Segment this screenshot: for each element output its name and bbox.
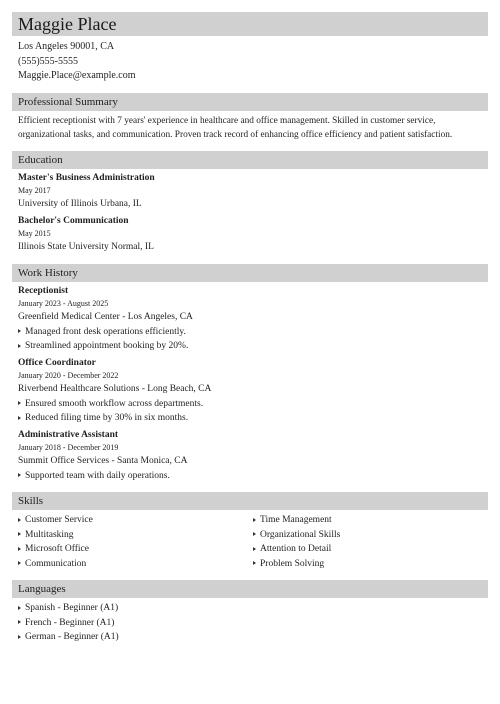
bullet-item: Ensured smooth workflow across departments. xyxy=(18,397,488,412)
section-heading-languages: Languages xyxy=(12,580,488,598)
language-item: French - Beginner (A1) xyxy=(18,616,488,631)
skill-item: Multitasking xyxy=(18,528,253,543)
job-bullets xyxy=(18,469,488,484)
skill-item: Customer Service xyxy=(18,513,253,528)
bullet-icon xyxy=(18,416,21,420)
education-item xyxy=(18,172,488,212)
summary-text: Efficient receptionist with 7 years' experience in healthcare and office management. Skilled in customer service, organizational tasks, and communication. Proven track record of enhancing office efficiency and patient satisfaction. xyxy=(18,115,453,140)
skill-item: Communication xyxy=(18,557,253,572)
bullet-icon xyxy=(253,561,256,565)
bullet-icon xyxy=(18,635,21,639)
candidate-name: Maggie Place xyxy=(12,12,488,36)
job-item xyxy=(18,429,488,484)
degree: Master's Business Administration xyxy=(18,172,155,183)
skill-item: Time Management xyxy=(253,513,488,528)
bullet-item: Managed front desk operations efficiently. xyxy=(18,325,488,340)
bullet-item: Streamlined appointment booking by 20%. xyxy=(18,339,488,354)
job-title: Administrative Assistant xyxy=(18,429,119,440)
job-dates: January 2020 - December 2022 xyxy=(18,370,119,380)
section-heading-skills: Skills xyxy=(12,492,488,510)
job-bullets xyxy=(18,397,488,426)
bullet-item: Reduced filing time by 30% in six months. xyxy=(18,411,488,426)
skill-item: Problem Solving xyxy=(253,557,488,572)
school: Illinois State University Normal, IL xyxy=(18,241,154,252)
education-section xyxy=(12,151,488,255)
skills-right-column xyxy=(253,513,488,571)
graduation-date: May 2017 xyxy=(18,185,51,195)
job-bullets xyxy=(18,325,488,354)
section-heading-summary: Professional Summary xyxy=(12,93,488,111)
bullet-icon xyxy=(18,547,21,551)
bullet-icon xyxy=(18,620,21,624)
company: Summit Office Services - Santa Monica, CA xyxy=(18,455,188,466)
skill-item: Microsoft Office xyxy=(18,542,253,557)
bullet-icon xyxy=(253,547,256,551)
bullet-icon xyxy=(253,532,256,536)
degree: Bachelor's Communication xyxy=(18,215,129,226)
bullet-icon xyxy=(18,561,21,565)
language-item: Spanish - Beginner (A1) xyxy=(18,601,488,616)
bullet-icon xyxy=(18,532,21,536)
phone: (555)555-5555 xyxy=(18,55,78,67)
job-item xyxy=(18,357,488,426)
address: Los Angeles 90001, CA xyxy=(18,41,115,52)
bullet-icon xyxy=(18,473,21,477)
section-heading-education: Education xyxy=(12,151,488,169)
bullet-item: Supported team with daily operations. xyxy=(18,469,488,484)
skill-item: Attention to Detail xyxy=(253,542,488,557)
graduation-date: May 2015 xyxy=(18,228,51,238)
contact-info xyxy=(12,40,488,84)
skill-item: Organizational Skills xyxy=(253,528,488,543)
education-item xyxy=(18,215,488,255)
job-dates: January 2018 - December 2019 xyxy=(18,442,119,452)
job-dates: January 2023 - August 2025 xyxy=(18,298,109,308)
section-heading-work: Work History xyxy=(12,264,488,282)
languages-section xyxy=(12,580,488,645)
company: Greenfield Medical Center - Los Angeles, CA xyxy=(18,311,193,322)
bullet-icon xyxy=(18,606,21,610)
bullet-icon xyxy=(18,344,21,348)
skills-left-column xyxy=(18,513,253,571)
company: Riverbend Healthcare Solutions - Long Beach, CA xyxy=(18,383,212,394)
language-item: German - Beginner (A1) xyxy=(18,630,488,645)
job-title: Office Coordinator xyxy=(18,357,96,368)
skills-section xyxy=(12,492,488,571)
bullet-icon xyxy=(18,518,21,522)
bullet-icon xyxy=(18,401,21,405)
bullet-icon xyxy=(253,518,256,522)
work-history-section xyxy=(12,264,488,484)
job-item xyxy=(18,285,488,354)
languages-list xyxy=(18,601,488,645)
job-title: Receptionist xyxy=(18,285,69,296)
school: University of Illinois Urbana, IL xyxy=(18,198,142,209)
email: Maggie.Place@example.com xyxy=(18,70,136,81)
summary-section xyxy=(12,93,488,142)
bullet-icon xyxy=(18,329,21,333)
